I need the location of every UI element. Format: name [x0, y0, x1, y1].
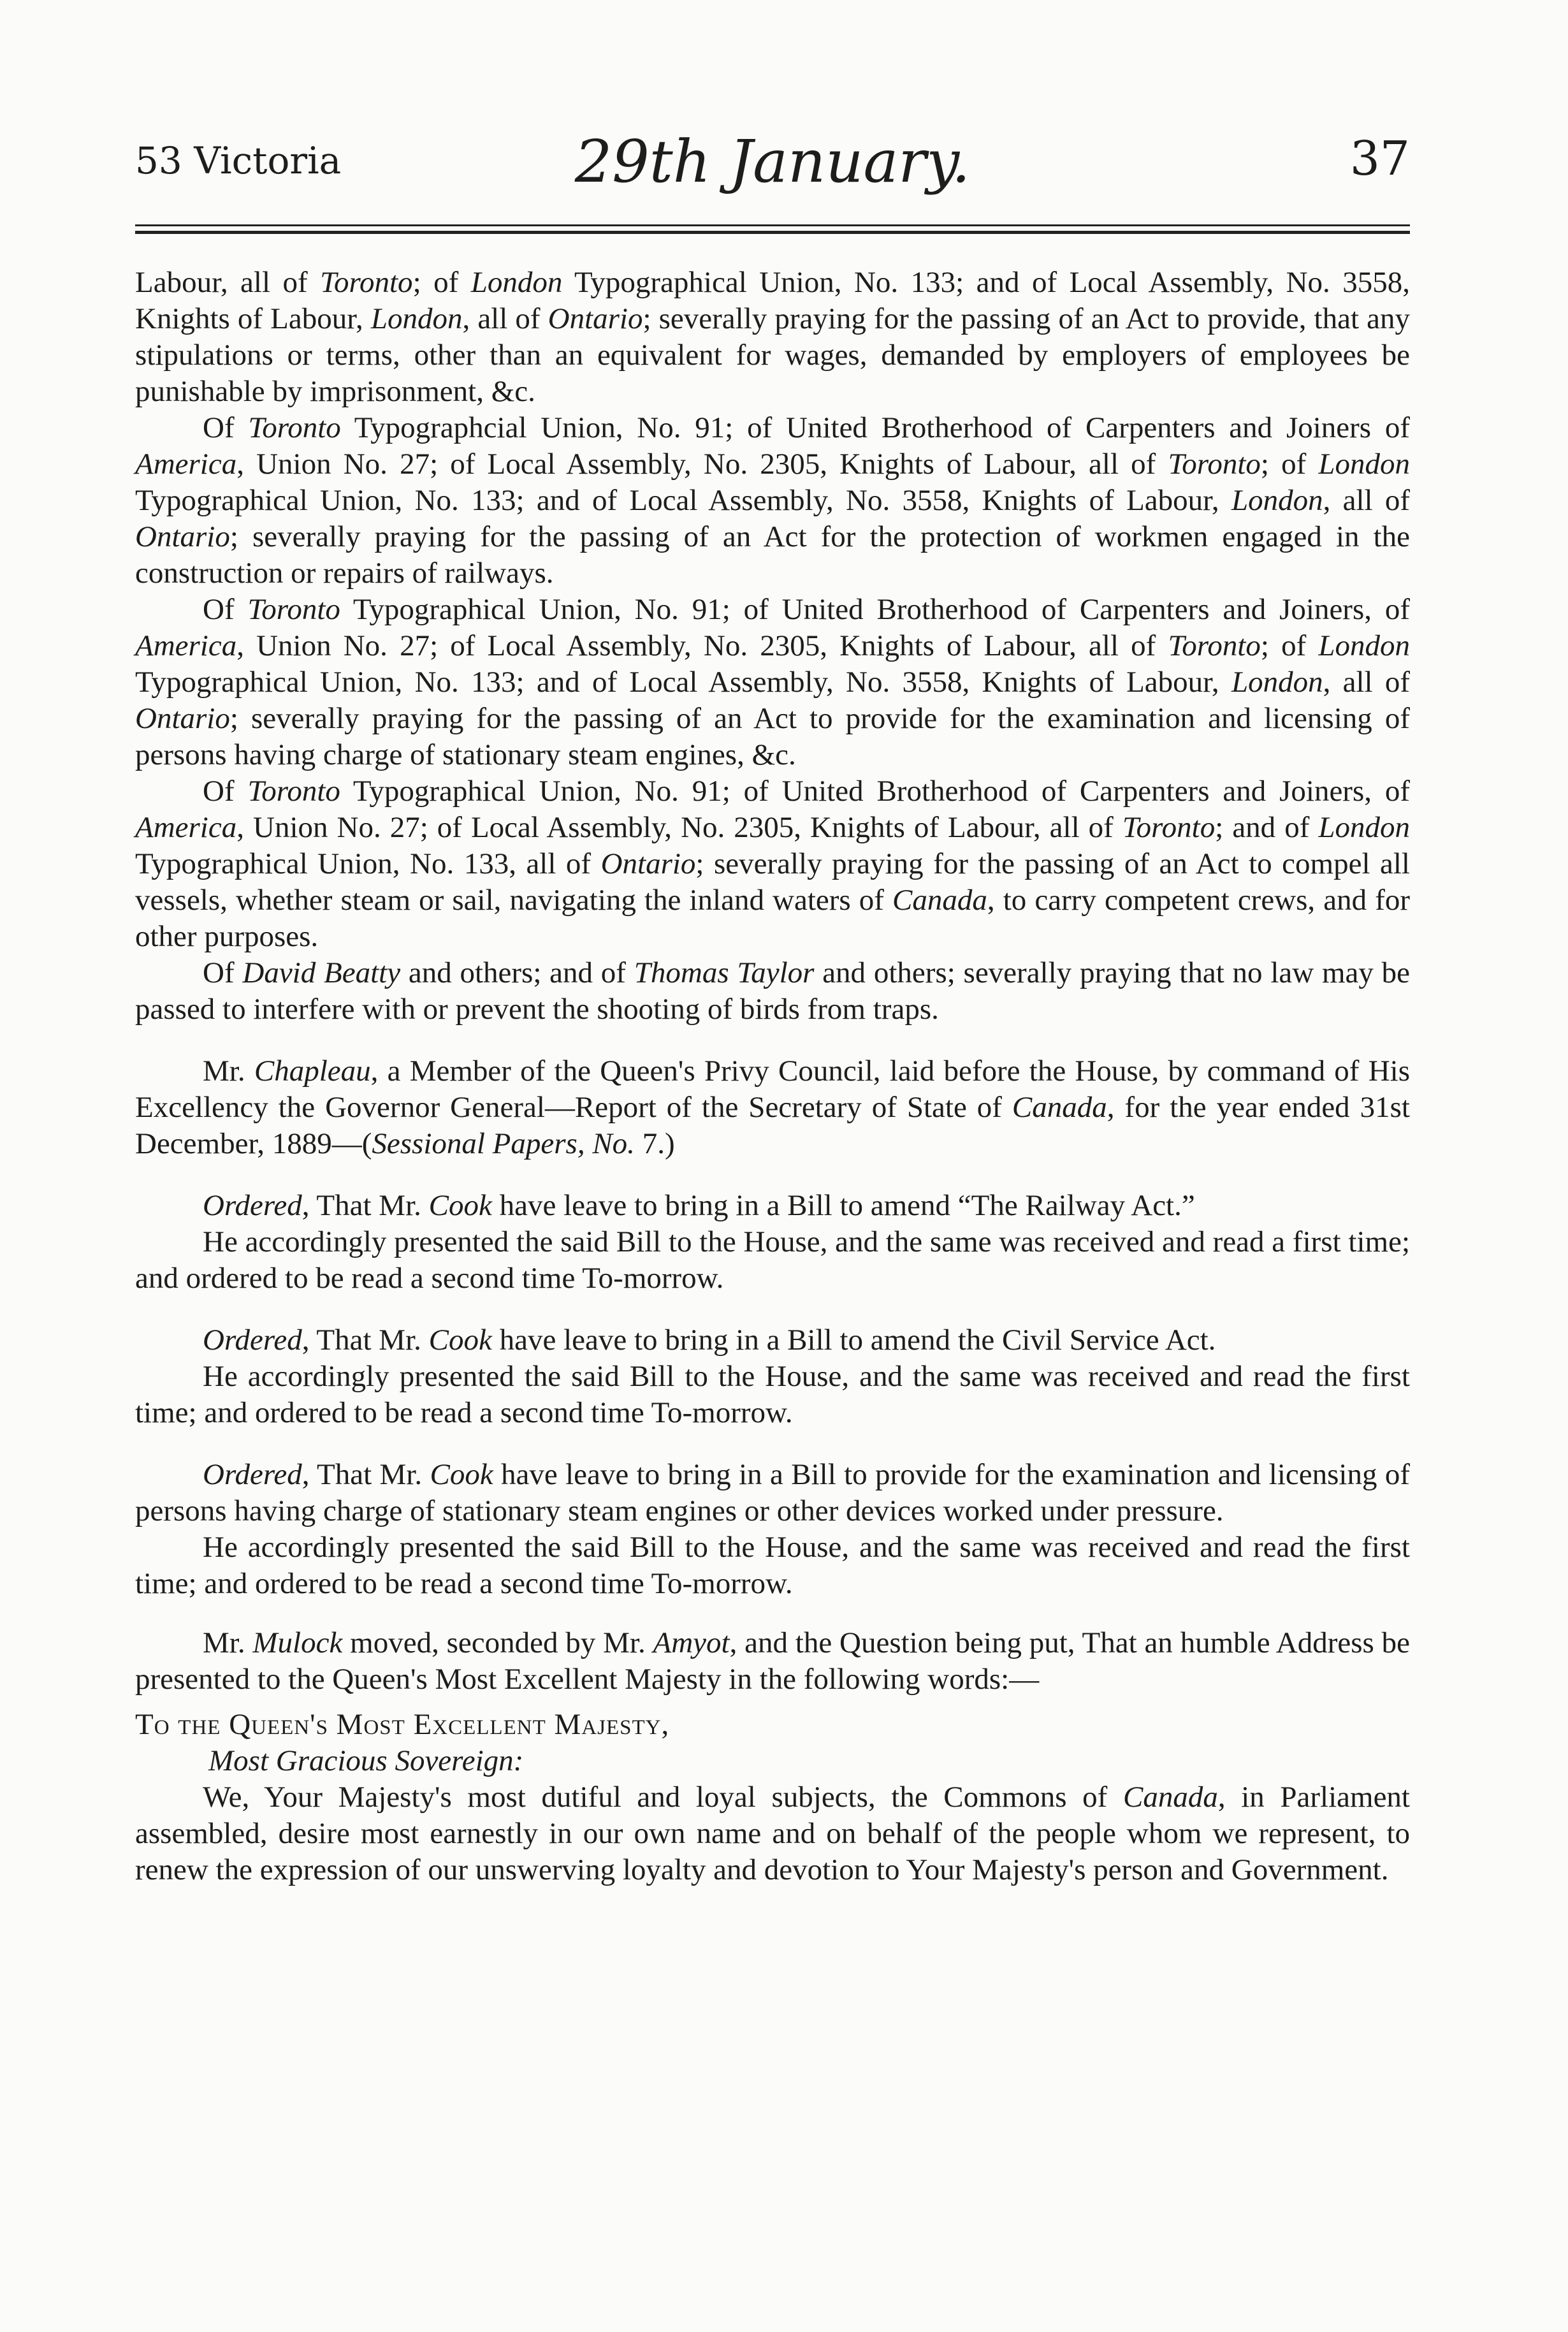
petition-paragraph-4: Of Toronto Typographical Union, No. 91; of United Brotherhood of Carpenters and Joiners, of America, Union No. 27; of Local Assembly, No. 2305, Knights of Labour, all of Toronto; and of London Typographical Union, No. 133, all of Ontario; severally praying for the passing of an Act to compel all vessels, whether steam or sail, navigating the inland waters of Canada, to carry competent crews, and for other purposes. [135, 775, 1411, 953]
report-paragraph: Mr. Chapleau, a Member of the Queen's Privy Council, laid before the House, by command of His Excellency the Governor General—Report of the Secretary of State of Canada, for the year ended 31st December, 1889—(Sessional Papers, No. 7.) [135, 1054, 1410, 1160]
header-rule-thick [135, 231, 1410, 234]
petition-paragraph-3: Of Toronto Typographical Union, No. 91; of United Brotherhood of Carpenters and Joiners, of America, Union No. 27; of Local Assembly, No. 2305, Knights of Labour, all of Toronto; of London Typographical Union, No. 133; and of Local Assembly, No. 3558, Knights of Labour, London, all of Ontario; severally praying for the passing of an Act to provide for the examination and licensing of persons having charge of stationary steam engines, &c. [135, 593, 1411, 771]
address-motion: Mr. Mulock moved, seconded by Mr. Amyot, and the Question being put, That an humble Address be presented to the Queen's Most Excellent Majesty in the following words:— [135, 1626, 1410, 1696]
address-heading: To the Queen's Most Excellent Majesty, [135, 1708, 670, 1741]
petition-paragraph-2: Of Toronto Typographcial Union, No. 91; of United Brotherhood of Carpenters and Joiners of America, Union No. 27; of Local Assembly, No. 2305, Knights of Labour, all of Toronto; of London Typographical Union, No. 133; and of Local Assembly, No. 3558, Knights of Labour, London, all of Ontario; severally praying for the passing of an Act for the protection of workmen engaged in the construction or repairs of railways. [135, 411, 1411, 590]
order-railway-act: Ordered, That Mr. Cook have leave to bring in a Bill to amend “The Railway Act.” [203, 1189, 1195, 1222]
salutation: Most Gracious Sovereign: [208, 1744, 524, 1777]
order-civil-service-act: Ordered, That Mr. Cook have leave to bring in a Bill to amend the Civil Service Act. [203, 1323, 1216, 1357]
page-date: 29th January. [574, 128, 971, 196]
header-rule-thin [135, 224, 1410, 226]
page-number: 37 [1349, 131, 1410, 186]
session-label: 53 Victoria [135, 139, 342, 182]
address-paragraph: We, Your Majesty's most dutiful and loyal subjects, the Commons of Canada, in Parliament assembled, desire most earnestly in our own name and on behalf of the people whom we represent, to renew the expression of our unswerving loyalty and devotion to Your Majesty's person and Government. [135, 1781, 1410, 1886]
bill-presented-railway: He accordingly presented the said Bill to the House, and the same was received and read a first time; and ordered to be read a second time To-morrow. [135, 1225, 1410, 1295]
order-steam-engines: Ordered, That Mr. Cook have leave to bring in a Bill to provide for the examination and licensing of persons having charge of stationary steam engines or other devices worked under pressure. [135, 1458, 1410, 1527]
bill-presented-steam-engines: He accordingly presented the said Bill to the House, and the same was received and read the first time; and ordered to be read a second time To-morrow. [135, 1531, 1410, 1600]
petition-paragraph-5: Of David Beatty and others; and of Thomas Taylor and others; severally praying that no law may be passed to interfere with or prevent the shooting of birds from traps. [135, 956, 1411, 1026]
petition-paragraph-1: Labour, all of Toronto; of London Typographical Union, No. 133; and of Local Assembly, No. 3558, Knights of Labour, London, all of Ontario; severally praying for the passing of an Act to provide, that any stipulations or terms, other than an equivalent for wages, demanded by employers of employees be punishable by imprisonment, &c. [135, 266, 1411, 408]
page-header [135, 128, 1410, 198]
bill-presented-civil-service: He accordingly presented the said Bill to the House, and the same was received and read the first time; and ordered to be read a second time To-morrow. [135, 1360, 1410, 1429]
page-body [135, 265, 1410, 1888]
